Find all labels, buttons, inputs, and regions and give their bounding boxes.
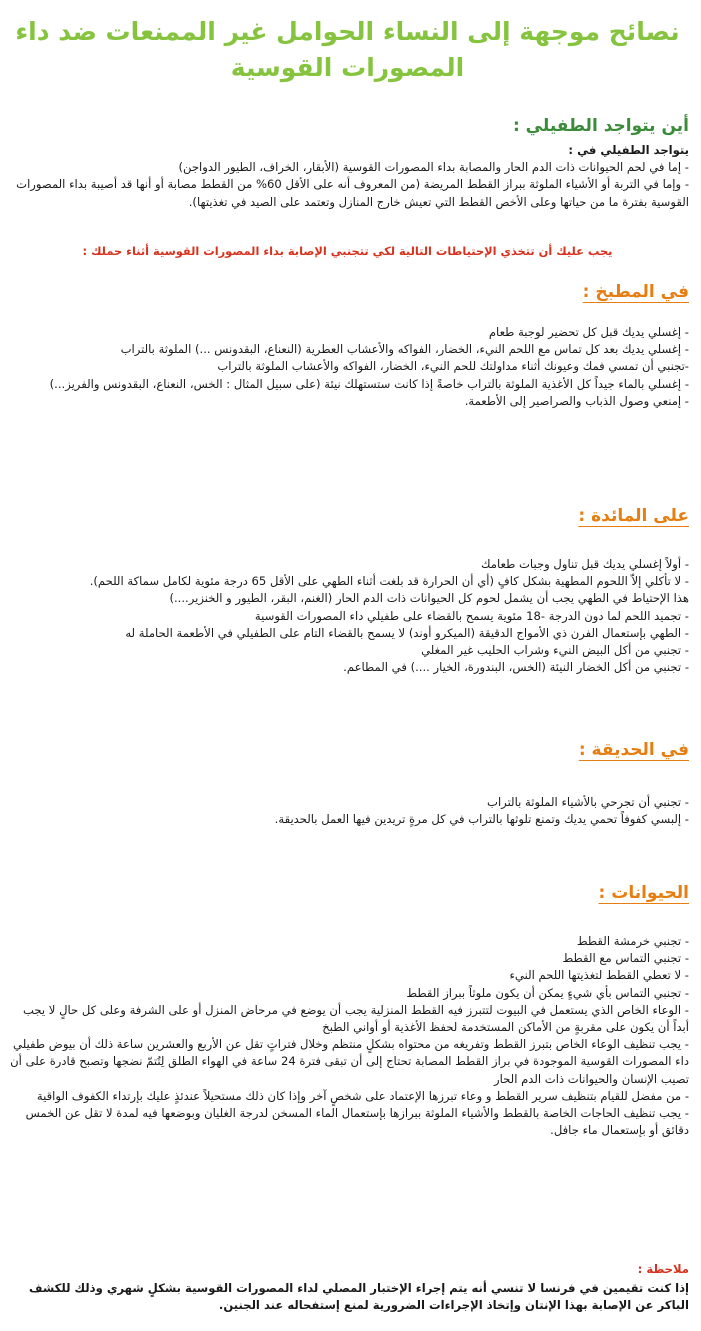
kitchen-line-4: - إغسلي بالماء جيداً كل الأغذية الملوثة بالتراب خاصةً إذا كانت ستستهلك نيئة (على سبيل المثال : الخس، النعناع، البقدونس والفريز...) [49, 376, 689, 391]
table-line-3: هذا الإحتياط في الطهي يجب أن يشمل لحوم كل الحيوانات ذات الدم الحار (الغنم، البقر، الطيور و الخنزير....) [169, 591, 689, 606]
note-section [6, 1262, 689, 1314]
table-line-4: - تجميد اللحم لما دون الدرجة -18 مئوية يسمح بالقضاء على طفيلي داء المصورات القوسية [254, 608, 689, 623]
table-line-1: - أولاً إغسلي يديك قبل تناول وجبات طعامك [481, 557, 689, 571]
garden-section [6, 740, 689, 828]
note-label: ملاحظة : [637, 1262, 689, 1276]
title-line-2: المصورات القوسية [230, 53, 465, 82]
animals-line-5: - الوعاء الخاص الذي يستعمل في البيوت لتتبرز فيه القطط المنزلية يجب أن يوضع في مرحاض المنزل أو على الشرفة وعلى كل حالٍ لا يجب أبداً أن يكون على مقربةٍ من الأماكن المستخدمة لحفظ الأغذية أو أواني الطبخ [23, 1002, 689, 1035]
parasite-section [6, 116, 689, 211]
table-section [6, 506, 689, 676]
animals-heading: الحيوانات : [598, 883, 689, 903]
warning-text: يجب عليك أن تتخذي الإحتياطات التالية لكي تتجنبي الإصابة بداء المصورات القوسية أثناء حملك : [82, 244, 613, 258]
kitchen-line-5: - إمنعي وصول الذباب والصراصير إلى الأطعمة. [464, 393, 689, 408]
kitchen-section [6, 282, 689, 410]
garden-line-2: - إلبسي كفوفاً تحمي يديك وتمنع تلوثها بالتراب في كل مرةٍ تريدين فيها العمل بالحديقة. [274, 812, 689, 827]
note-text: إذا كنت تقيمين في فرنسا لا تنسي أنه يتم إجراء الإختبار المصلي لداء المصورات القوسية بشكلٍ شهري وذلك للكشف الباكر عن الإصابة بهذا الإنتان وإتخاذ الإجراءات الضرورية لمنع إستفحاله عند الجنين. [29, 1281, 689, 1313]
animals-line-1: - تجنبي خرمشة القطط [576, 934, 689, 948]
parasite-heading: أين يتواجد الطفيلي : [512, 116, 689, 136]
animals-line-6: - يجب تنظيف الوعاء الخاص بتبرز القطط وتفريغه من محتواه بشكلٍ منتظم وخلال فتراتٍ تقل عن الأربع والعشرين ساعة ذلك أن بيوض طفيلي داء المصورات القوسية الموجودة في براز القطط المصابة تحتاج إلى أن تبقى فترة 24 ساعة في الهواء الطلق لِتُتمّ نضجها وتصبح قادرة على أن تصيب الإنسان والحيوانات ذات الدم الحار [10, 1037, 689, 1086]
page-title [6, 0, 689, 86]
garden-line-1: - تجنبي أن تجرحي بالأشياء الملوثة بالتراب [487, 795, 689, 809]
animals-line-7: - من مفضل للقيام بتنظيف سرير القطط و وعاء تبرزها الإعتماد على شخصٍ آخر وإذا كان ذلك مستحيلاً عندئذٍ عليك بإرتداء الكفوف الواقية [36, 1088, 689, 1103]
parasite-line-1: - إما في لحم الحيوانات ذات الدم الحار والمصابة بداء المصورات القوسية (الأبقار، الخراف، الطيور الدواجن) [178, 160, 689, 175]
garden-heading: في الحديقة : [578, 740, 689, 760]
animals-section [6, 883, 689, 1139]
table-line-6: - تجنبي من أكل البيض النيء وشراب الحليب غير المغلي [421, 643, 689, 658]
table-line-2: - لا تأكلي إلاّ اللحوم المطهية بشكل كافٍ (أي أن الحرارة قد بلغت أثناء الطهي على الأقل 65 درجة مئوية لكامل سماكة اللحم). [89, 574, 689, 589]
table-line-7: - تجنبي من أكل الخضار النيئة (الخس، البندورة، الخيار ....) في المطاعم. [343, 660, 689, 675]
parasite-line-2: - وإما في التربة أو الأشياء الملوثة ببراز القطط المريضة (من المعروف أنه على الأقل 60% من القطط مصابة أو أنها قد أصيبة بداء المصورات القوسية بفترة ما من حياتها وعلى الأخص القطط التي تعيش خارج المنازل وتعتمد على الصيد في تغذيتها). [16, 177, 689, 209]
animals-line-8: - يجب تنظيف الحاجات الخاصة بالقطط والأشياء الملوثة ببرازها بإستعمال الماء المسخن لدرجة الغليان وبوضعها فيه لمدة لا تقل عن الخمس دقائق أو بإستعمال ماء جافل. [25, 1106, 689, 1138]
kitchen-line-1: - إغسلي يديك قبل كل تحضير لوجبة طعام [488, 325, 689, 339]
animals-line-2: - تجنبي التماس مع القطط [562, 951, 689, 966]
animals-line-4: - تجنبي التماس بأي شيءٍ يمكن أن يكون ملوثاً ببراز القطط [406, 985, 689, 1000]
title-line-1: نصائح موجهة إلى النساء الحوامل غير الممنعات ضد داء [15, 17, 680, 46]
table-heading: على المائدة : [578, 506, 689, 526]
table-line-5: - الطهي بإستعمال الفرن ذي الأمواج الدقيقة (الميكرو أوند) لا يسمح بالقضاء التام على الطفيلي في الأطعمة الحاملة له [125, 625, 689, 640]
parasite-subheading: يتواجد الطفيلي في : [568, 143, 689, 157]
kitchen-line-2: - إغسلي يديك بعد كل تماس مع اللحم النيء، الخضار، الفواكه والأعشاب العطرية (النعناع، البقدونس ...) الملوثة بالتراب [120, 342, 689, 357]
kitchen-heading: في المطبخ : [582, 282, 689, 302]
kitchen-line-3: -تجنبي أن تمسي فمك وعيونك أثناء مداولتك للحم النيء، الخضار، الفواكه والأعشاب الملوثة بالتراب [217, 359, 689, 374]
animals-line-3: - لا تعطي القطط لتغذيتها اللحم النيء [509, 968, 689, 983]
